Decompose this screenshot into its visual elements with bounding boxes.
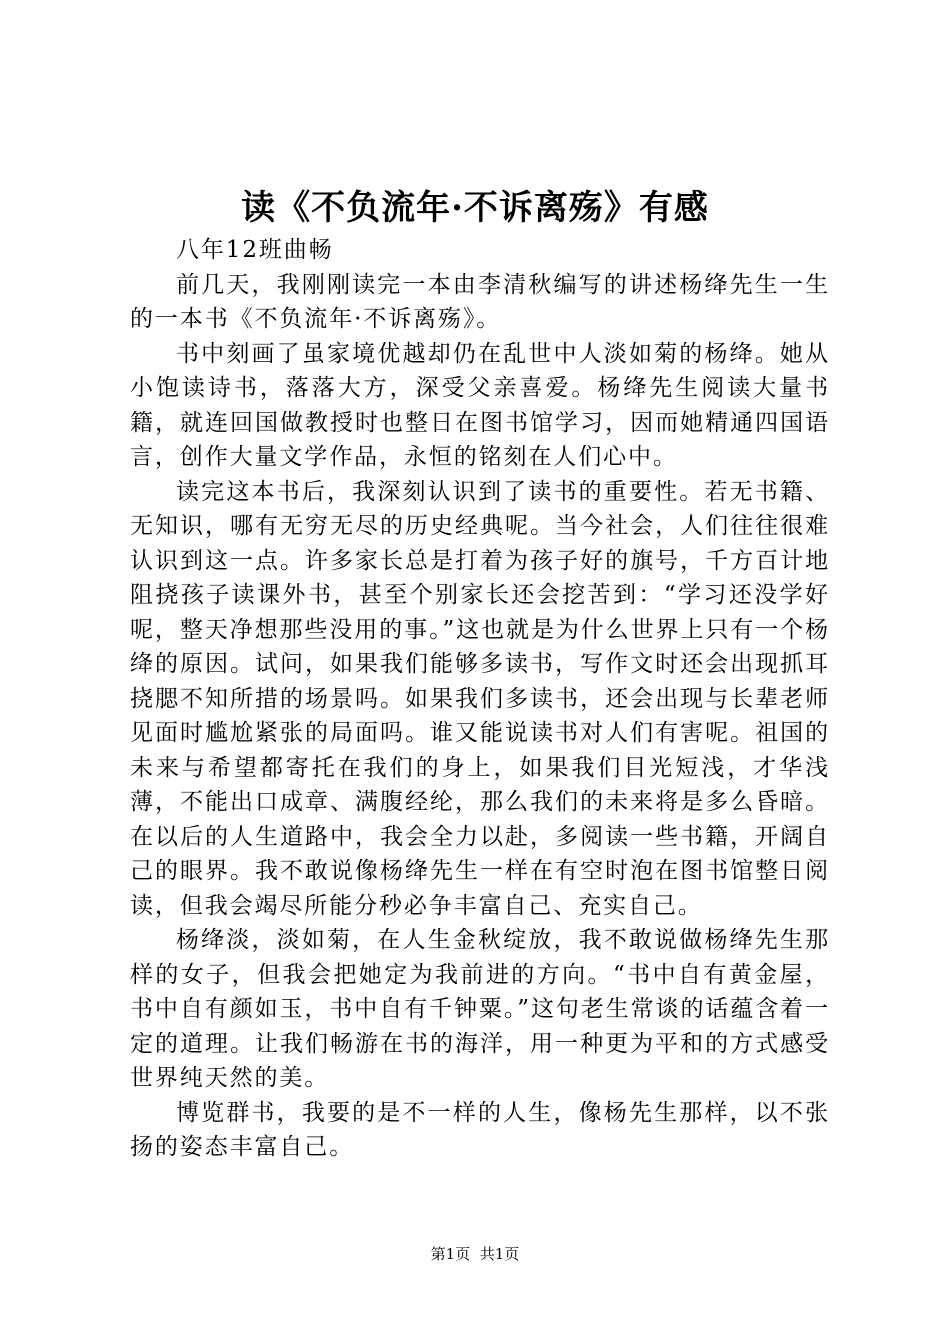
page-number: 第1页 [430, 1245, 471, 1263]
author-line: 八年12班曲畅 [176, 237, 334, 263]
paragraph: 杨绛淡，淡如菊，在人生金秋绽放，我不敢说做杨绛先生那样的女子，但我会把她定为我前进的方向。“书中自有黄金屋，书中自有颜如玉，书中自有千钟粟。”这句老生常谈的话蕴含着一定的道理。让我们畅游在书的海洋，用一种更为平和的方式感受世界纯天然的美。 [130, 927, 830, 1091]
page-total: 共1页 [479, 1245, 520, 1263]
document-title: 读《不负流年·不诉离殇》有感 [241, 188, 709, 228]
page-footer [0, 1244, 950, 1264]
paragraph: 书中刻画了虽家境优越却仍在乱世中人淡如菊的杨绛。她从小饱读诗书，落落大方，深受父亲喜爱。杨绛先生阅读大量书籍，就连回国做教授时也整日在图书馆学习，因而她精通四国语言，创作大量文学作品，永恒的铭刻在人们心中。 [130, 340, 830, 470]
paragraph: 前几天，我刚刚读完一本由李清秋编写的讲述杨绛先生一生的一本书《不负流年·不诉离殇》。 [130, 271, 830, 332]
document-body [130, 233, 830, 1165]
paragraph: 读完这本书后，我深刻认识到了读书的重要性。若无书籍、无知识，哪有无穷无尽的历史经典呢。当今社会，人们往往很难认识到这一点。许多家长总是打着为孩子好的旗号，千方百计地阻挠孩子读课外书，甚至个别家长还会挖苦到：“学习还没学好呢，整天净想那些没用的事。”这也就是为什么世界上只有一个杨绛的原因。试问，如果我们能够多读书，写作文时还会出现抓耳挠腮不知所措的场景吗。如果我们多读书，还会出现与长辈老师见面时尴尬紧张的局面吗。谁又能说读书对人们有害呢。祖国的未来与希望都寄托在我们的身上，如果我们目光短浅，才华浅薄，不能出口成章、满腹经纶，那么我们的未来将是多么昏暗。在以后的人生道路中，我会全力以赴，多阅读一些书籍，开阔自己的眼界。我不敢说像杨绛先生一样在有空时泡在图书馆整日阅读，但我会竭尽所能分秒必争丰富自己、充实自己。 [130, 478, 830, 919]
paragraph: 博览群书，我要的是不一样的人生，像杨先生那样，以不张扬的姿态丰富自己。 [130, 1099, 830, 1160]
